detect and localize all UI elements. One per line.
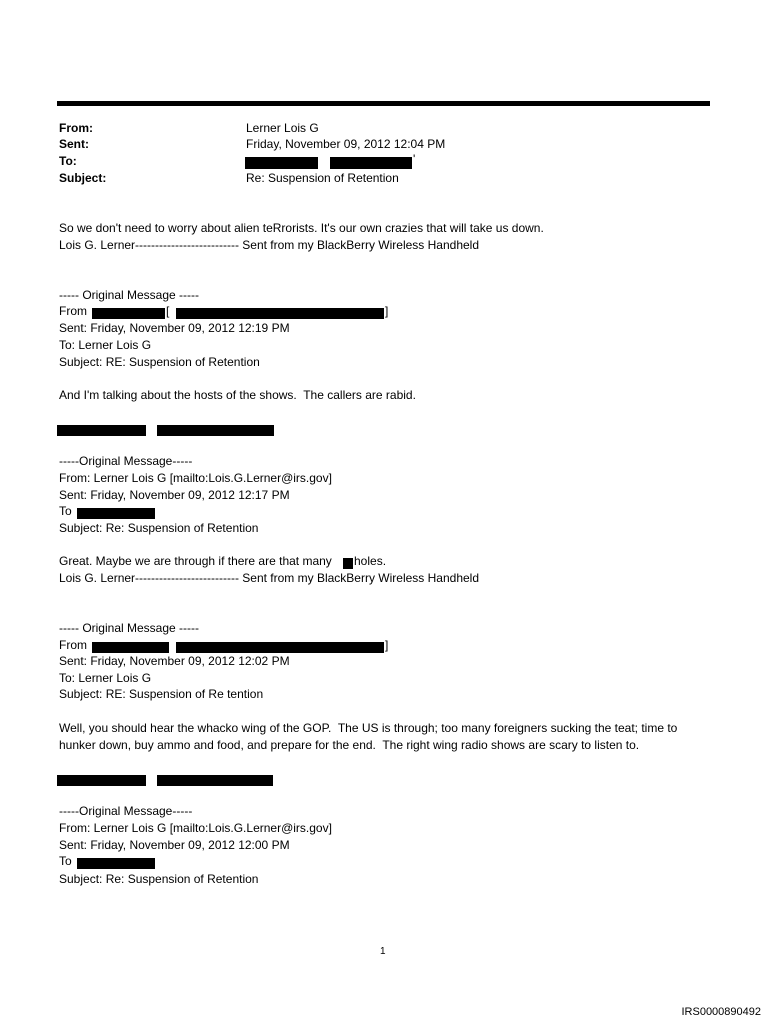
from-label: From: <box>59 121 93 135</box>
redaction-block <box>77 508 155 519</box>
original-message-title: -----Original Message----- <box>59 454 193 468</box>
redaction-block <box>157 775 273 786</box>
redaction-block <box>245 157 318 169</box>
original-message-title: -----Original Message----- <box>59 804 193 818</box>
redaction-block <box>176 642 384 653</box>
redaction-block <box>57 425 146 436</box>
om2-sent: Sent: Friday, November 09, 2012 12:17 PM <box>59 488 290 502</box>
om2-from: From: Lerner Lois G [mailto:Lois.G.Lerner@irs.gov] <box>59 471 332 485</box>
om4-sent: Sent: Friday, November 09, 2012 12:00 PM <box>59 838 290 852</box>
om3-body-line: hunker down, buy ammo and food, and prepare for the end. The right wing radio shows are scary to listen to. <box>59 738 640 752</box>
om1-from: From <box>59 304 87 318</box>
redaction-block <box>92 642 169 653</box>
om2-signature: Lois G. Lerner-------------------------- Sent from my BlackBerry Wireless Handheld <box>59 571 480 585</box>
om3-body-line: Well, you should hear the whacko wing of the GOP. The US is through; too many foreigners sucking the teat; time to <box>59 721 678 735</box>
subject-label: Subject: <box>59 171 107 185</box>
to-tail: ' <box>413 152 416 166</box>
om3-to: To: Lerner Lois G <box>59 671 152 685</box>
redaction-block <box>92 308 165 319</box>
om2-body-a: Great. Maybe we are through if there are that many <box>59 554 332 568</box>
header-rule <box>57 101 710 106</box>
signature-line: Lois G. Lerner-------------------------- Sent from my BlackBerry Wireless Handheld <box>59 238 480 252</box>
redaction-block <box>330 157 412 169</box>
redaction-block <box>157 425 274 436</box>
om3-subject: Subject: RE: Suspension of Re tention <box>59 687 264 701</box>
om1-from-end: ] <box>385 304 389 318</box>
redaction-block <box>57 775 146 786</box>
om1-sent: Sent: Friday, November 09, 2012 12:19 PM <box>59 321 290 335</box>
to-label: To: <box>59 154 77 168</box>
page-number: 1 <box>380 946 386 957</box>
redaction-block <box>343 558 353 569</box>
sent-value: Friday, November 09, 2012 12:04 PM <box>246 137 446 151</box>
om4-from: From: Lerner Lois G [mailto:Lois.G.Lerner@irs.gov] <box>59 821 332 835</box>
original-message-title: ----- Original Message ----- <box>59 288 200 302</box>
original-message-title: ----- Original Message ----- <box>59 621 200 635</box>
subject-value: Re: Suspension of Retention <box>246 171 399 185</box>
om4-to: To <box>59 854 72 868</box>
from-value: Lerner Lois G <box>246 121 319 135</box>
bates-number: IRS0000890492 <box>681 1006 761 1018</box>
om1-from-mid: [ <box>166 304 170 318</box>
om1-to: To: Lerner Lois G <box>59 338 152 352</box>
redaction-block <box>176 308 384 319</box>
om1-subject: Subject: RE: Suspension of Retention <box>59 355 260 369</box>
sent-label: Sent: <box>59 137 89 151</box>
redaction-block <box>77 858 155 869</box>
om2-body-b: holes. <box>354 554 387 568</box>
om3-from: From <box>59 638 87 652</box>
body-line: So we don't need to worry about alien teRrorists. It's our own crazies that will take us down. <box>59 221 544 235</box>
om3-from-end: ] <box>385 638 389 652</box>
om2-to: To <box>59 504 72 518</box>
om1-body: And I'm talking about the hosts of the shows. The callers are rabid. <box>59 388 416 402</box>
om2-subject: Subject: Re: Suspension of Retention <box>59 521 259 535</box>
om4-subject: Subject: Re: Suspension of Retention <box>59 872 259 886</box>
om3-sent: Sent: Friday, November 09, 2012 12:02 PM <box>59 654 290 668</box>
